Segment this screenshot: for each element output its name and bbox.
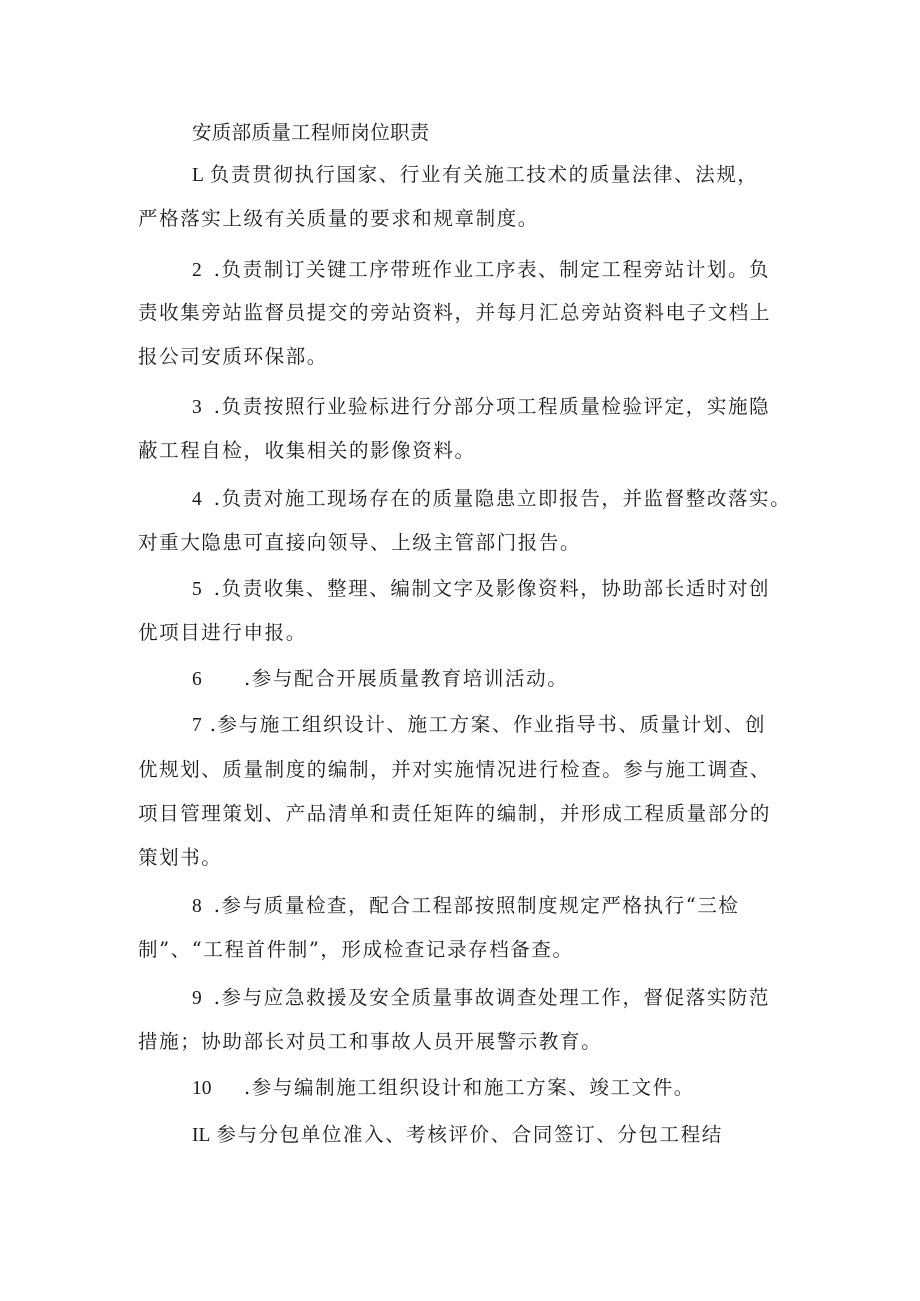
- item-number: 9: [192, 988, 202, 1009]
- item-number: L: [192, 165, 204, 186]
- item-text: .负责收集、整理、编制文字及影像资料，协助部长适时对创: [213, 577, 771, 600]
- item-text: .参与编制施工组织设计和施工方案、竣工文件。: [244, 1076, 695, 1099]
- list-item-1-line-1: [192, 160, 759, 191]
- item-text: 负责贯彻执行国家、行业有关施工技术的质量法律、法规，: [209, 163, 759, 186]
- item-text: .参与质量检查，配合工程部按照制度规定严格执行“三检: [213, 894, 740, 917]
- item-text: .负责制订关键工序带班作业工序表、制定工程旁站计划。负: [213, 258, 771, 281]
- list-item-5-line-1: [192, 574, 770, 605]
- item-number: 2: [192, 260, 202, 281]
- item-number: 8: [192, 896, 202, 917]
- list-item-8-line-1: [192, 891, 740, 922]
- item-text: .参与配合开展质量教育培训活动。: [244, 667, 569, 690]
- item-number: 6: [192, 669, 202, 690]
- list-item-10-line-1: [192, 1073, 695, 1104]
- list-item-7-line-2: 优规划、质量制度的编制，并对实施情况进行检查。参与施工调查、: [138, 758, 772, 781]
- page-title: 安质部质量工程师岗位职责: [192, 121, 430, 144]
- list-item-5-line-2: 优项目进行申报。: [138, 621, 307, 644]
- list-item-11-line-1: [192, 1120, 723, 1151]
- item-text: .参与施工组织设计、施工方案、作业指导书、质量计划、创: [209, 713, 767, 736]
- list-item-8-line-2: 制”、“工程首件制”，形成检查记录存档备查。: [138, 938, 574, 961]
- list-item-4-line-2: 对重大隐患可直接向领导、上级主管部门报告。: [138, 531, 582, 554]
- item-number: 3: [192, 397, 202, 418]
- list-item-2-line-2: 责收集旁站监督员提交的旁站资料，并每月汇总旁站资料电子文档上: [138, 301, 772, 324]
- item-number: 7: [192, 715, 202, 736]
- item-text: .参与应急救援及安全质量事故调查处理工作，督促落实防范: [213, 986, 771, 1009]
- list-item-6-line-1: [192, 664, 568, 695]
- item-text: 参与分包单位准入、考核评价、合同签订、分包工程结: [216, 1123, 723, 1146]
- item-number: 10: [192, 1078, 212, 1099]
- list-item-2-line-3: 报公司安质环保部。: [138, 345, 328, 368]
- list-item-4-line-1: [192, 484, 791, 515]
- list-item-2-line-1: [192, 255, 770, 286]
- list-item-1-line-2: 严格落实上级有关质量的要求和规章制度。: [138, 207, 539, 230]
- list-item-9-line-2: 措施；协助部长对员工和事故人员开展警示教育。: [138, 1030, 603, 1053]
- item-number: 5: [192, 579, 202, 600]
- item-number: IL: [192, 1125, 211, 1146]
- item-number: 4: [192, 489, 202, 510]
- list-item-3-line-2: 蔽工程自检，收集相关的影像资料。: [138, 439, 476, 462]
- list-item-7-line-1: [192, 710, 766, 741]
- list-item-3-line-1: [192, 392, 770, 423]
- list-item-9-line-1: [192, 983, 770, 1014]
- list-item-7-line-4: 策划书。: [138, 846, 223, 869]
- list-item-7-line-3: 项目管理策划、产品清单和责任矩阵的编制，并形成工程质量部分的: [138, 802, 772, 825]
- item-text: .负责按照行业验标进行分部分项工程质量检验评定，实施隐: [213, 395, 771, 418]
- item-text: .负责对施工现场存在的质量隐患立即报告，并监督整改落实。: [213, 487, 792, 510]
